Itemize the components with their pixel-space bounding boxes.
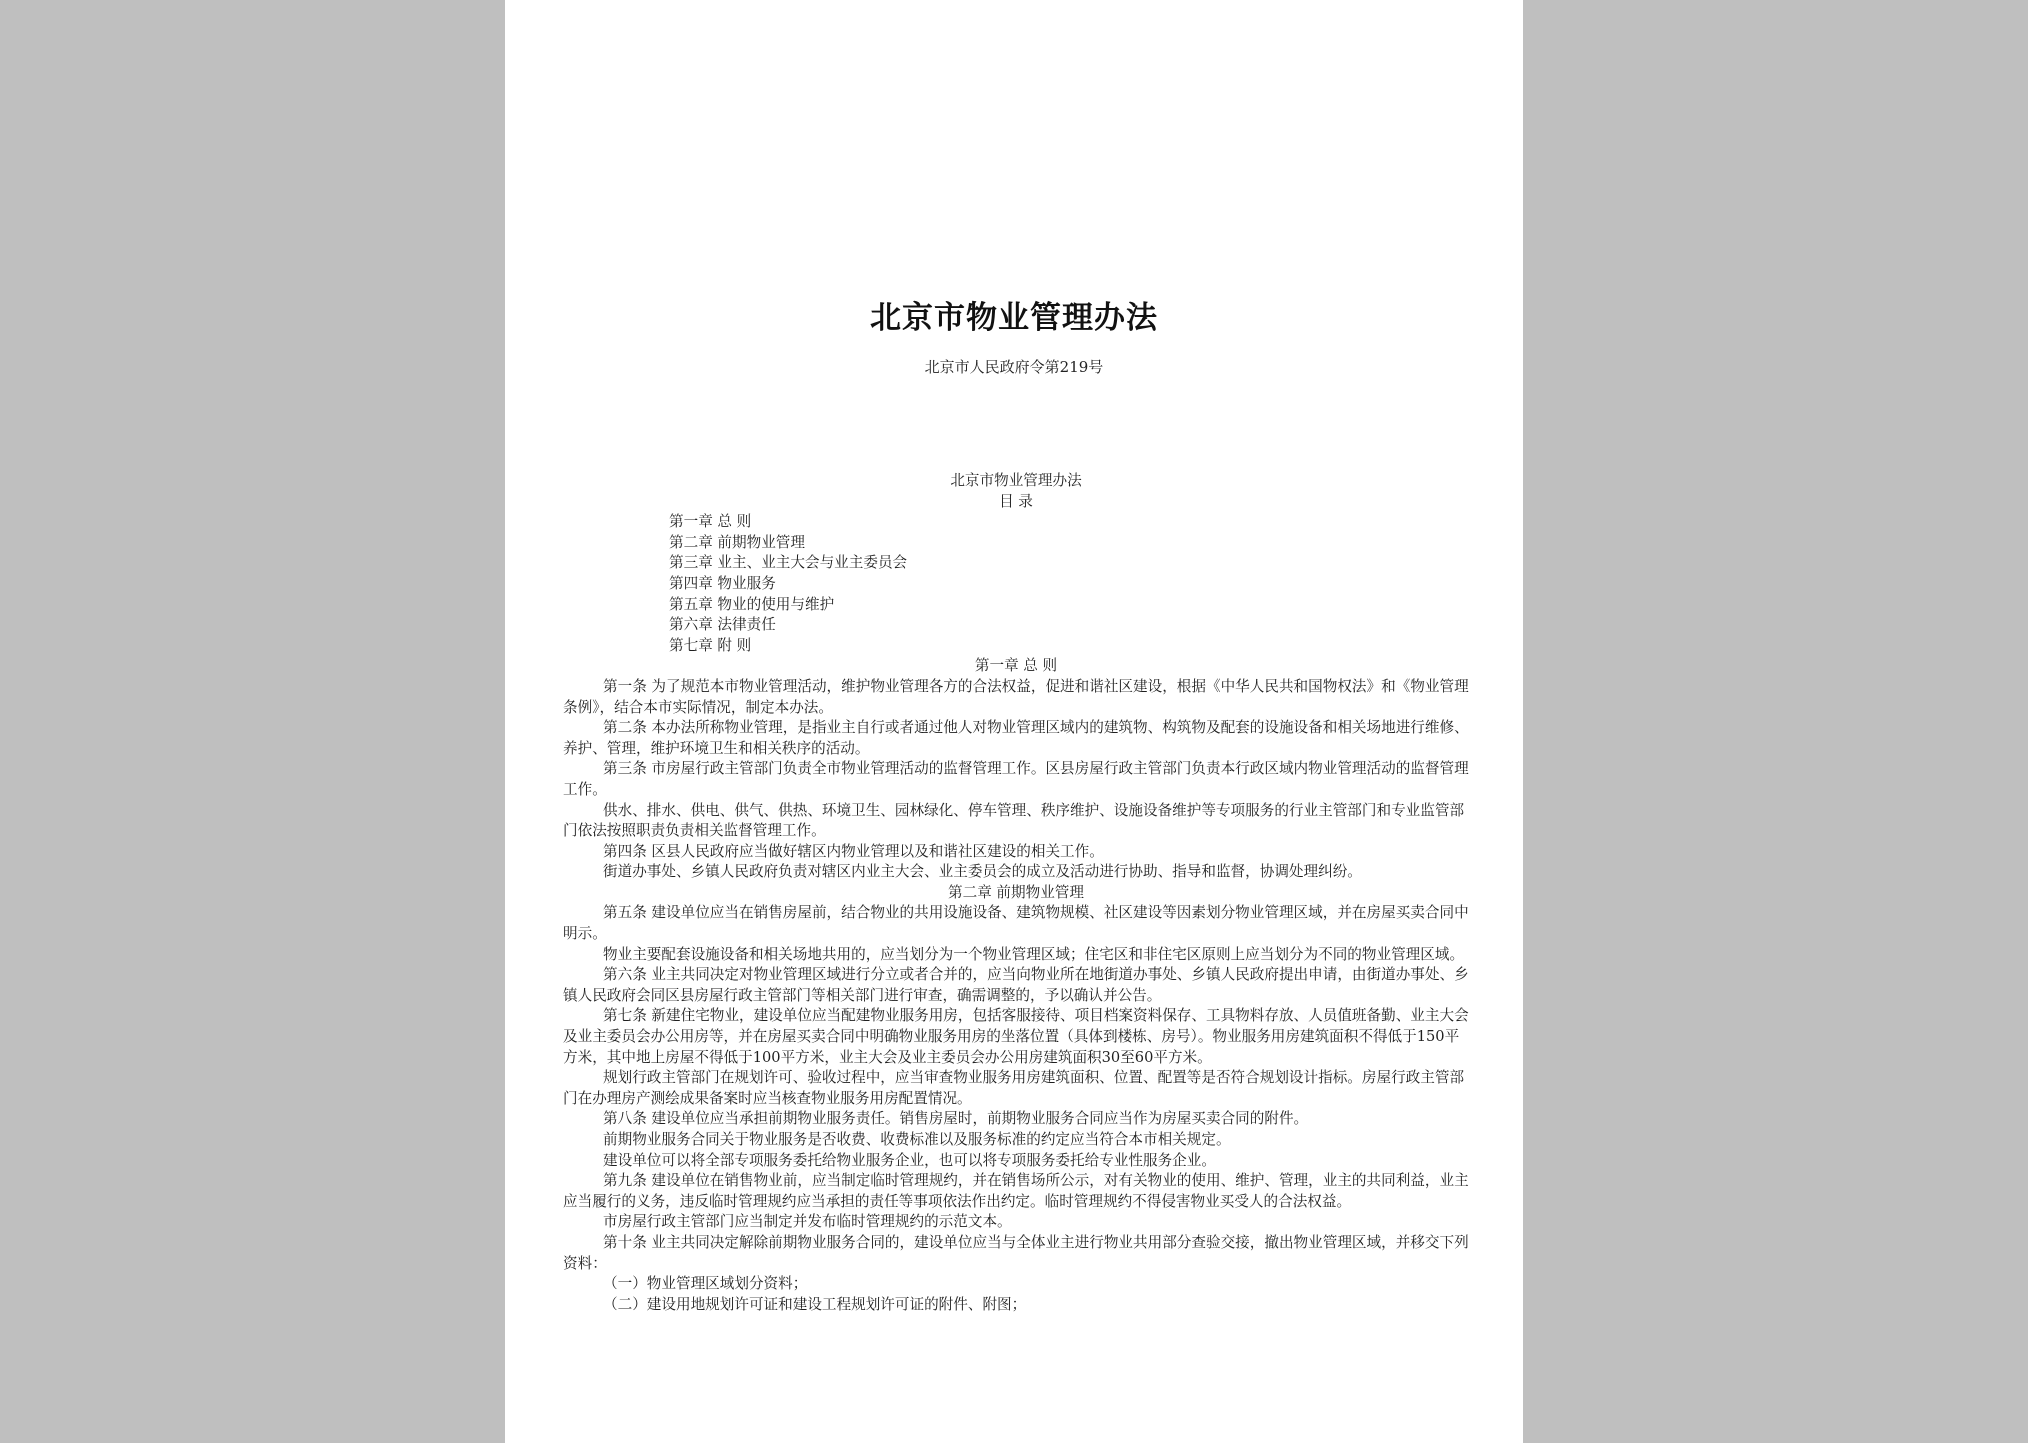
- toc-item: 第七章 附 则: [669, 636, 752, 654]
- paragraph: 第三条 市房屋行政主管部门负责全市物业管理活动的监督管理工作。区县房屋行政主管部门负责本行政区域内物业管理活动的监督管理工作。: [563, 760, 1469, 798]
- paragraph: 第十条 业主共同决定解除前期物业服务合同的，建设单位应当与全体业主进行物业共用部分查验交接，撤出物业管理区域，并移交下列资料：: [563, 1233, 1469, 1272]
- paragraph: 第二条 本办法所称物业管理，是指业主自行或者通过他人对物业管理区域内的建筑物、构筑物及配套的设施设备和相关场地进行维修、养护、管理，维护环境卫生和相关秩序的活动。: [563, 719, 1469, 757]
- paragraph: 第九条 建设单位在销售物业前，应当制定临时管理规约，并在销售场所公示，对有关物业的使用、维护、管理，业主的共同利益，业主应当履行的义务，违反临时管理规约应当承担的责任等事项依法作出约定。临时管理规约不得侵害物业买受人的合法权益。: [563, 1172, 1469, 1210]
- paragraph: 街道办事处、乡镇人民政府负责对辖区内业主大会、业主委员会的成立及活动进行协助、指导和监督，协调处理纠纷。: [603, 863, 1362, 881]
- chapter-heading: 第一章 总 则: [974, 657, 1058, 675]
- document-title: 北京市物业管理办法: [870, 300, 1158, 336]
- paragraph: 建设单位可以将全部专项服务委托给物业服务企业，也可以将专项服务委托给专业性服务企业。: [603, 1151, 1216, 1169]
- paragraph: 第六条 业主共同决定对物业管理区域进行分立或者合并的，应当向物业所在地街道办事处、乡镇人民政府提出申请，由街道办事处、乡镇人民政府会同区县房屋行政主管部门等相关部门进行审查，确需调整的，予以确认并公告。: [563, 966, 1469, 1004]
- paragraph: 物业主要配套设施设备和相关场地共用的，应当划分为一个物业管理区域；住宅区和非住宅区原则上应当划分为不同的物业管理区域。: [603, 945, 1465, 963]
- toc-title: 北京市物业管理办法: [950, 472, 1082, 489]
- document-page: [505, 0, 1523, 1443]
- toc-item: 第二章 前期物业管理: [669, 533, 805, 551]
- document-body: [563, 471, 1469, 1315]
- toc-item: 第五章 物业的使用与维护: [669, 595, 835, 613]
- paragraph: 供水、排水、供电、供气、供热、环境卫生、园林绿化、停车管理、秩序维护、设施设备维护等专项服务的行业主管部门和专业监管部门依法按照职责负责相关监督管理工作。: [563, 801, 1465, 840]
- toc-heading: 目 录: [999, 492, 1033, 510]
- paragraph: 第七条 新建住宅物业，建设单位应当配建物业服务用房，包括客服接待、项目档案资料保存、工具物料存放、人员值班备勤、业主大会及业主委员会办公用房等，并在房屋买卖合同中明确物业服务用房的坐落位置（具体到楼栋、房号）。物业服务用房建筑面积不得低于150平方米，其中地上房屋不得低于100平方米，业主大会及业主委员会办公用房建筑面积30至60平方米。: [563, 1007, 1469, 1066]
- paragraph: 前期物业服务合同关于物业服务是否收费、收费标准以及服务标准的约定应当符合本市相关规定。: [603, 1131, 1231, 1148]
- toc-item: 第四章 物业服务: [669, 574, 776, 592]
- decree-number: 北京市人民政府令第219号: [924, 358, 1104, 376]
- paragraph: 第五条 建设单位应当在销售房屋前，结合物业的共用设施设备、建筑物规模、社区建设等因素划分物业管理区域，并在房屋买卖合同中明示。: [563, 904, 1469, 943]
- paragraph: 市房屋行政主管部门应当制定并发布临时管理规约的示范文本。: [603, 1213, 1012, 1231]
- toc-item: 第三章 业主、业主大会与业主委员会: [669, 554, 908, 572]
- list-item: （二）建设用地规划许可证和建设工程规划许可证的附件、附图；: [603, 1295, 1027, 1313]
- paragraph: 第四条 区县人民政府应当做好辖区内物业管理以及和谐社区建设的相关工作。: [603, 842, 1104, 860]
- list-item: （一）物业管理区域划分资料；: [603, 1275, 808, 1293]
- chapter-heading: 第二章 前期物业管理: [948, 883, 1084, 901]
- toc-item: 第六章 法律责任: [669, 616, 776, 634]
- paragraph: 第一条 为了规范本市物业管理活动，维护物业管理各方的合法权益，促进和谐社区建设，根据《中华人民共和国物权法》和《物业管理条例》，结合本市实际情况，制定本办法。: [563, 677, 1469, 716]
- toc-item: 第一章 总 则: [669, 513, 752, 531]
- paragraph: 第八条 建设单位应当承担前期物业服务责任。销售房屋时，前期物业服务合同应当作为房屋买卖合同的附件。: [603, 1110, 1309, 1128]
- paragraph: 规划行政主管部门在规划许可、验收过程中，应当审查物业服务用房建筑面积、位置、配置等是否符合规划设计指标。房屋行政主管部门在办理房产测绘成果备案时应当核查物业服务用房配置情况。: [563, 1069, 1465, 1107]
